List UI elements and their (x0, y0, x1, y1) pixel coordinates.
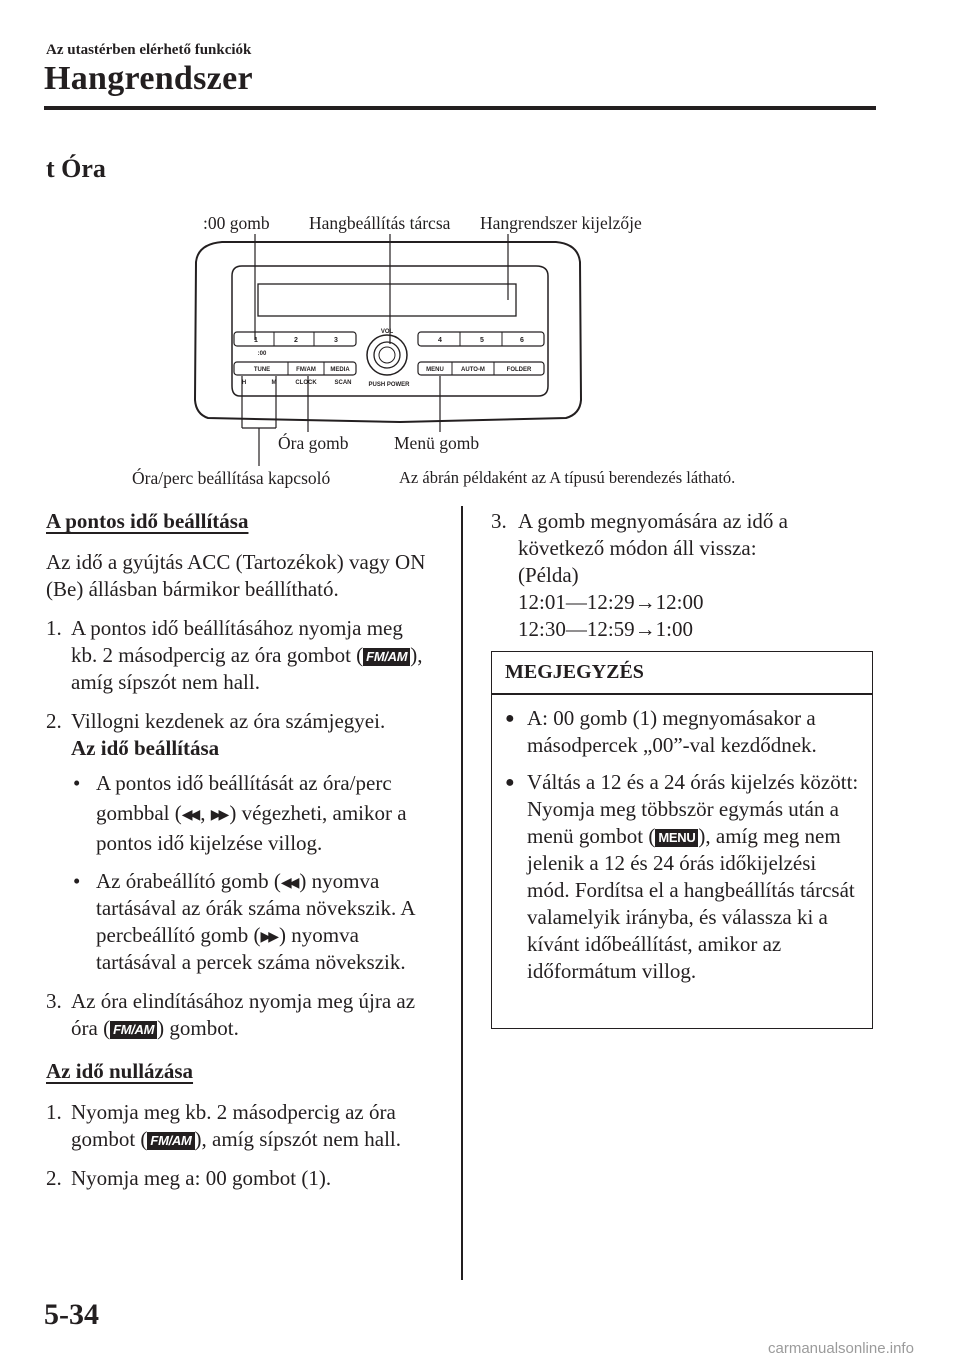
next-track-icon: ▶▶ (260, 929, 276, 945)
panel-label-folder: FOLDER (506, 367, 532, 373)
bullet-text: A percbeállító gomb ( (96, 896, 415, 947)
panel-label-m: M (271, 380, 277, 386)
bullet-text: , (200, 801, 211, 825)
panel-label-tune: TUNE (253, 367, 271, 373)
left-column (46, 508, 434, 1204)
reset-step-2 (46, 1165, 434, 1192)
step-number: 2. (46, 1166, 62, 1190)
title-rule (44, 106, 876, 110)
heading-reset-time: Az idő nullázása (46, 1059, 194, 1083)
fmam-key-icon: FM/AM (147, 1132, 194, 1150)
reset-step-1 (46, 1099, 434, 1153)
heading-set-time: A pontos idő beállítása (46, 509, 249, 533)
step-subheading: Az idő beállítása (71, 736, 220, 760)
callout-dial: Hangbeállítás tárcsa (309, 213, 451, 233)
step-1 (46, 615, 434, 696)
panel-label-scan: SCAN (334, 380, 352, 386)
callout-00-button: :00 gomb (203, 213, 270, 233)
example-label: (Példa) (518, 563, 579, 587)
note-divider (491, 693, 873, 695)
note-text: A: 00 gomb (1) megnyomásakor a másodpercek „00”-val kezdődnek. (527, 706, 817, 757)
panel-label-1: 1 (254, 337, 258, 344)
note-text: ), amíg meg nem jelenik a 12 és 24 órás időkijelzési mód. Fordítsa el a hangbeállítás tárcsát valamelyik irányba, és válassza ki a kívánt időbeállítást, amikor az időformátum villog. (527, 824, 855, 983)
bullet-2 (46, 868, 434, 976)
diagram-caption: Az ábrán példaként az A típusú berendezés látható. (399, 468, 736, 487)
page-number: 5-34 (44, 1298, 99, 1331)
prev-track-icon: ◀◀ (280, 875, 297, 891)
callout-menu-button: Menü gomb (394, 433, 480, 453)
intro-text: Az idő a gyújtás ACC (Tartozékok) vagy ON (Be) állásban bármikor beállítható. (46, 550, 426, 601)
panel-label-media: MEDIA (330, 367, 350, 373)
bullet-text: ) nyomva tartásával a percek száma növekszik. (96, 923, 406, 974)
panel-label-automem: AUTO-M (461, 367, 485, 373)
section-label: Az utastérben elérhető funkciók (46, 42, 252, 58)
bullet-text: ) végezheti, amikor a pontos idő kijelzése villog. (96, 801, 407, 855)
panel-label-push-power: PUSH POWER (368, 382, 410, 388)
fmam-key-icon: FM/AM (363, 648, 410, 666)
note-bullet: ● (505, 710, 515, 727)
note-body (505, 705, 861, 995)
audio-unit-diagram (0, 200, 960, 470)
panel-label-fmam: FM/AM (296, 367, 316, 373)
step-text: Nyomja meg a: 00 gombot (1). (71, 1166, 332, 1190)
note-bullet: ● (505, 774, 515, 791)
panel-label-00: :00 (257, 351, 267, 357)
panel-label-clock: CLOCK (295, 380, 317, 386)
step-2 (46, 708, 434, 762)
step-number: 1. (46, 616, 62, 640)
note-item (505, 705, 861, 759)
step-text: Nyomja meg kb. 2 másodpercig az óra gombot ( (71, 1100, 396, 1151)
step-text: ) gombot. (157, 1016, 239, 1040)
note-text: Váltás a 12 és a 24 órás kijelzés között: (527, 770, 859, 794)
column-divider (461, 506, 463, 1280)
bullet-text: ) nyomva tartásával az órák száma növekszik. (96, 869, 397, 920)
bullet-dot: • (73, 771, 81, 795)
callout-display: Hangrendszer kijelzője (480, 213, 642, 233)
next-track-icon: ▶▶ (210, 807, 227, 823)
panel-label-5: 5 (480, 337, 484, 344)
step-number: 3. (46, 989, 62, 1013)
bullet-1 (46, 768, 434, 858)
page-title: Hangrendszer (44, 60, 253, 97)
panel-label-menu: MENU (426, 367, 444, 373)
fmam-key-icon: FM/AM (110, 1021, 157, 1039)
step-3 (46, 988, 434, 1042)
bullet-text: Az órabeállító gomb ( (96, 869, 281, 893)
step-text: ), amíg sípszót nem hall. (71, 643, 423, 694)
panel-label-3: 3 (334, 337, 338, 344)
step-text: Az óra elindításához nyomja meg újra az óra ( (71, 989, 416, 1040)
example-line: 12:01—12:29→12:00 (518, 590, 704, 614)
step-number: 2. (46, 709, 62, 733)
menu-key-icon: MENU (655, 829, 698, 847)
step-text: A gomb megnyomására az idő a következő módon áll vissza: (518, 509, 789, 560)
panel-label-4: 4 (438, 337, 442, 344)
panel-label-6: 6 (520, 337, 524, 344)
step-number: 3. (491, 509, 507, 533)
example-line: 12:30—12:59→1:00 (518, 617, 694, 641)
note-item (505, 769, 861, 985)
watermark: carmanualsonline.info (768, 1340, 914, 1357)
prev-track-icon: ◀◀ (181, 807, 198, 823)
step-number: 1. (46, 1100, 62, 1124)
note-text: Nyomja meg többször egymás után a menü gombot ( (527, 797, 840, 848)
bullet-text: A pontos idő beállítását az óra/perc gombbal ( (96, 771, 392, 825)
step-text: Villogni kezdenek az óra számjegyei. (71, 709, 386, 733)
panel-label-h: H (241, 380, 247, 386)
note-title: MEGJEGYZÉS (505, 661, 644, 683)
bullet-dot: • (73, 869, 81, 893)
callout-hm-switch: Óra/perc beállítása kapcsoló (132, 468, 331, 488)
callout-clock-button: Óra gomb (278, 433, 349, 453)
right-column (491, 508, 871, 655)
reset-step-3 (491, 508, 871, 643)
panel-label-2: 2 (294, 337, 298, 344)
step-text: A pontos idő beállításához nyomja meg kb. 2 másodpercig az óra gombot ( (71, 616, 403, 667)
panel-label-vol: VOL (380, 329, 394, 335)
step-text: ), amíg sípszót nem hall. (194, 1127, 401, 1151)
topic-heading: t Óra (46, 154, 106, 183)
